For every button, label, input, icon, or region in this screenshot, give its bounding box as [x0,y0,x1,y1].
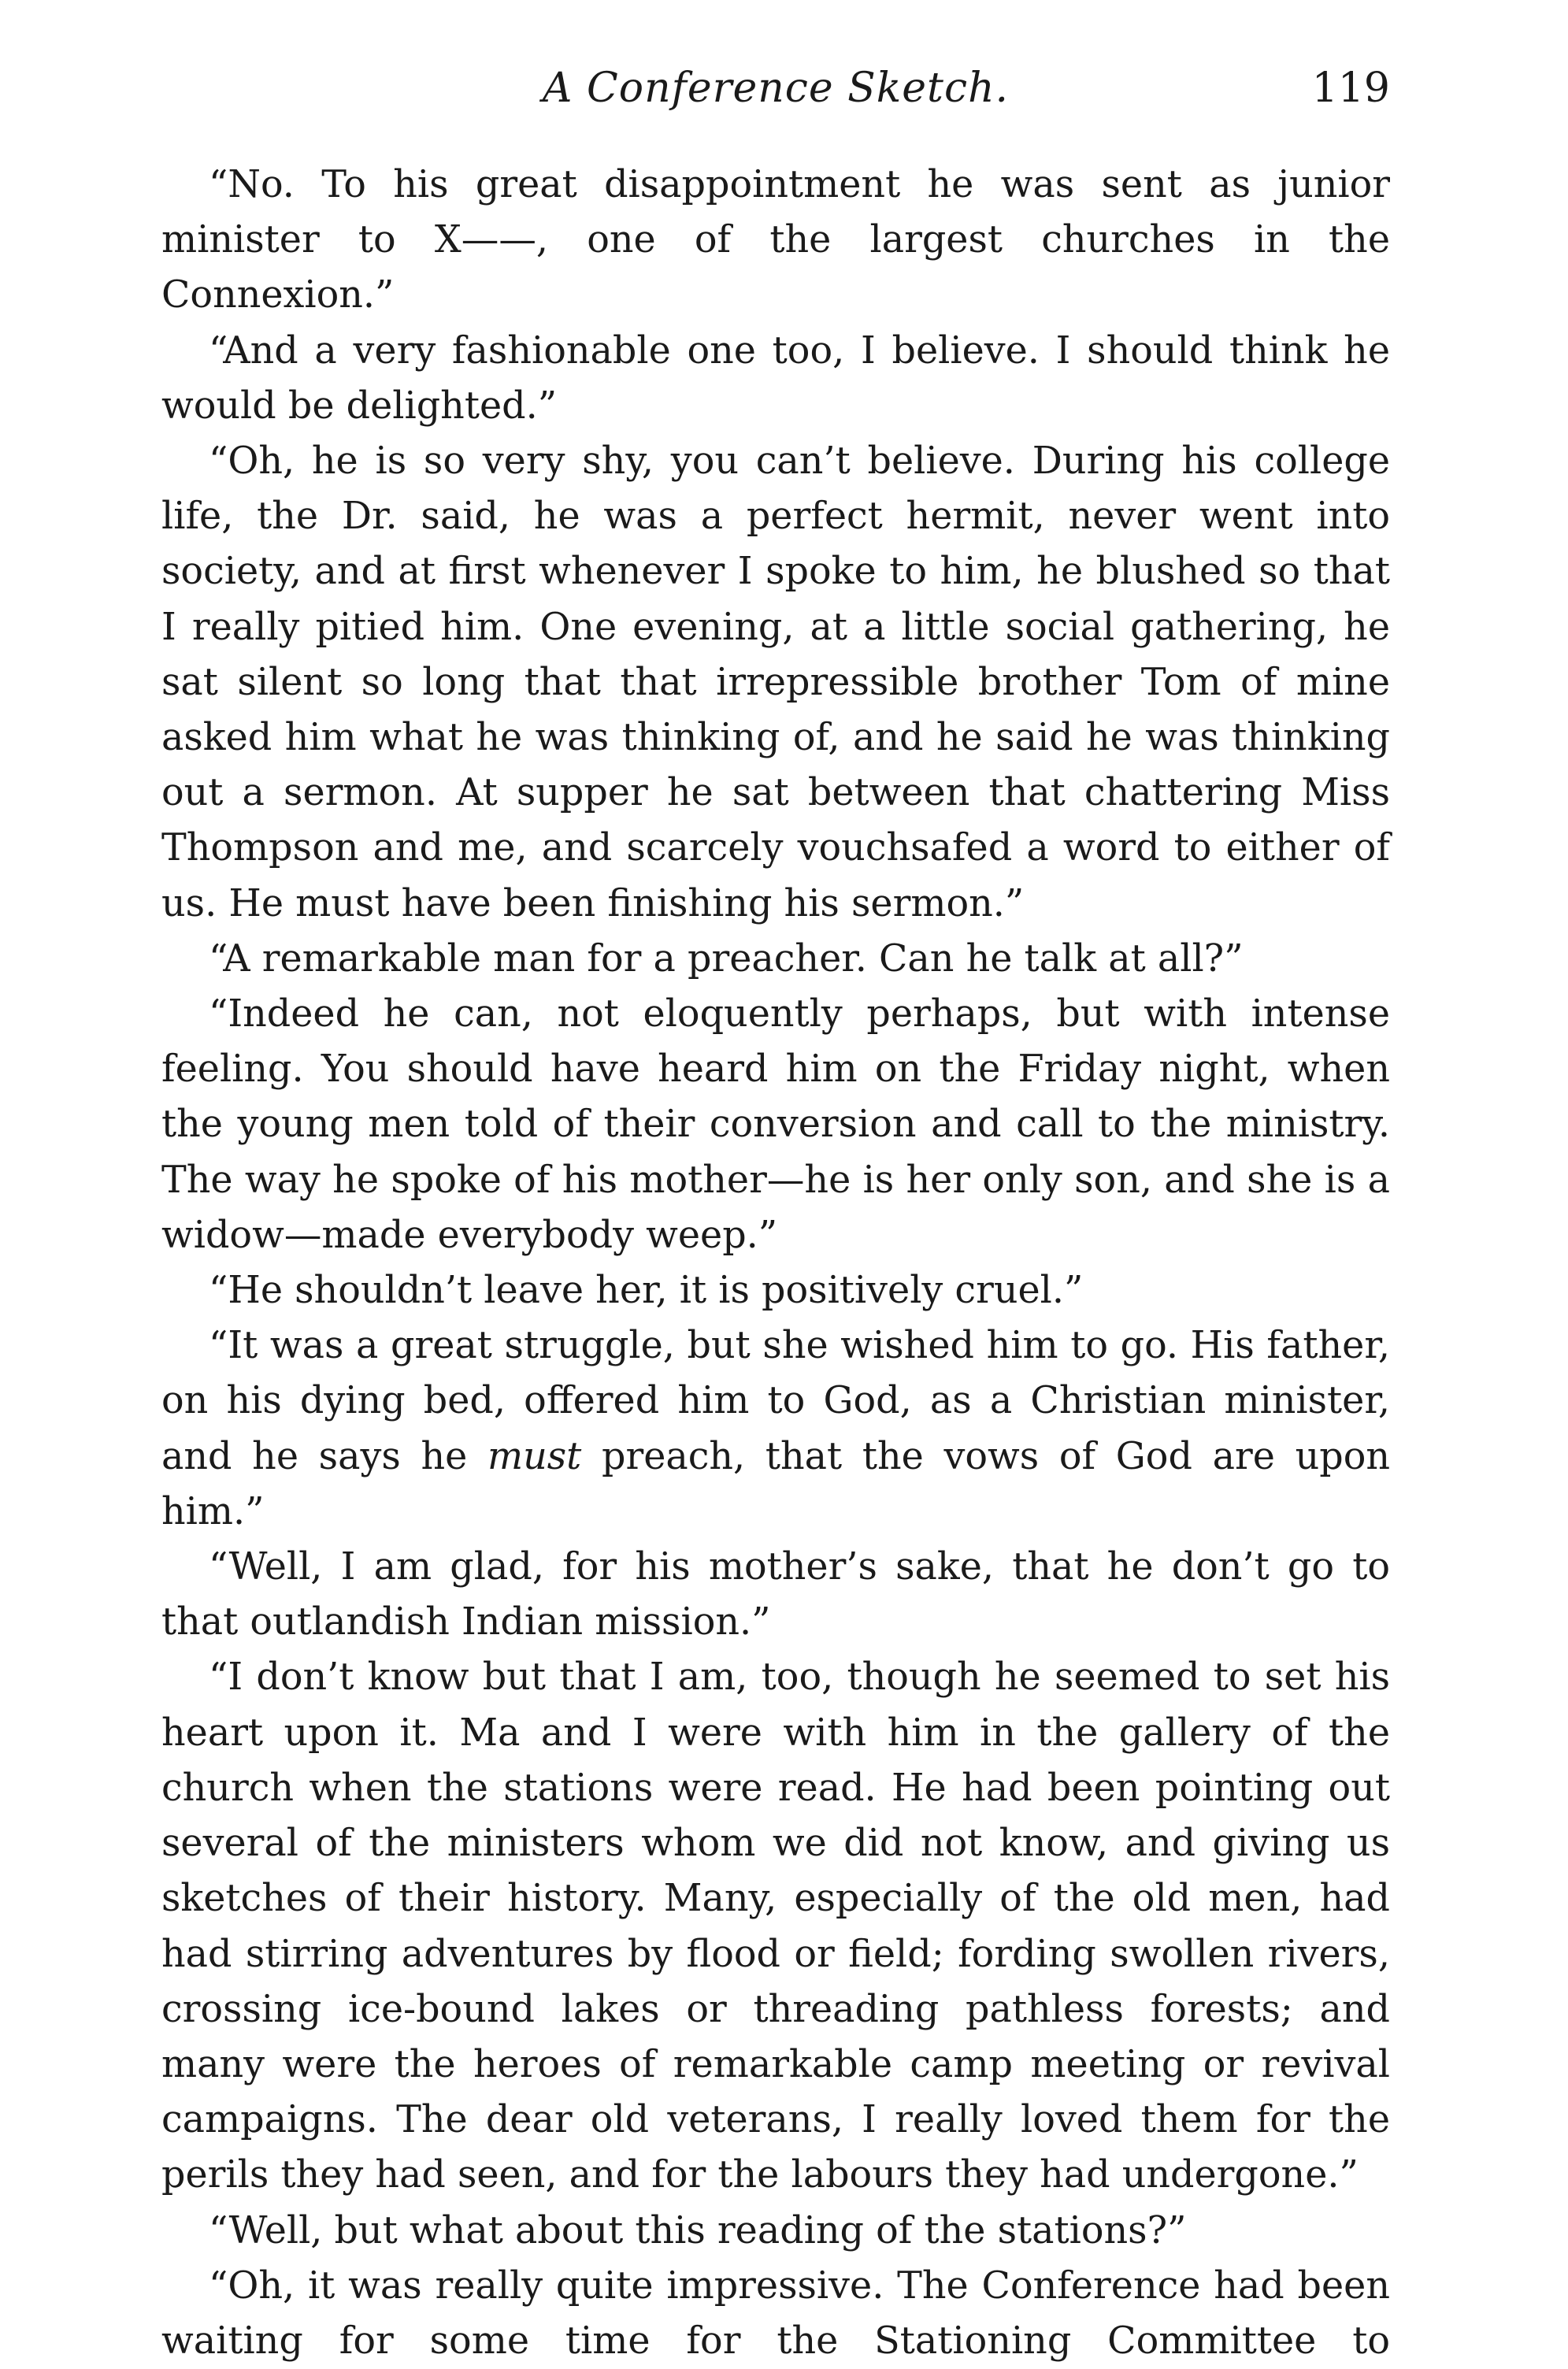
paragraph: “Indeed he can, not eloquently perhaps, but with intense feeling. You should have heard him on the Friday night, when the young men told of their conversion and call to the ministry. The way he spoke of his mother—he is her only son, and she is a widow—made everybody weep.” [161,992,1390,1257]
paragraph: “I don’t know but that I am, too, though he seemed to set his heart upon it. Ma and I were with him in the gallery of the church when the stations were read. He had been pointing out several of the ministers whom we did not know, and giving us sketches of their history. Many, especially of the old men, had had stirring adventures by flood or field; fording swollen rivers, crossing ice-bound lakes or threading pathless forests; and many were the heroes of remarkable camp meeting or revival campaigns. The dear old veterans, I really loved them for the perils they had seen, and for the labours they had undergone.” [161,1655,1390,2197]
paragraph-text-tail: preach, that the vows of God are upon him.” [161,1434,1390,1533]
paragraph: “Oh, it was really quite impressive. The Conference had been waiting for some time for the Stationing Committee to [161,2263,1390,2363]
paragraph: “No. To his great disappointment he was sent as junior minister to X——, one of the largest churches in the Connexion.” [161,163,1390,317]
emphasis-text: must [487,1434,582,1478]
running-title: A Conference Sketch. [542,65,1010,112]
paragraph [161,1318,1390,1540]
page-number: 119 [1311,65,1390,112]
paragraph: “A remarkable man for a preacher. Can he talk at all?” [209,936,1244,981]
running-head [161,0,1390,112]
paragraph-text: “It was a great struggle, but she wished him to go. His father, on his dying bed, offered him to God, as a Christian minister, and he says he [161,1324,1390,1478]
paragraph: “Well, but what about this reading of the stations?” [209,2208,1187,2252]
book-page [161,0,1390,2363]
paragraph: “Oh, he is so very shy, you can’t believe. During his college life, the Dr. said, he was a perfect hermit, never went into society, and at first whenever I spoke to him, he blushed so that I really pitied him. One evening, at a little social gathering, he sat silent so long that that irrepressible brother Tom of mine asked him what he was thinking of, and he said he was thinking out a sermon. At supper he sat between that chattering Miss Thompson and me, and scarcely vouchsafed a word to either of us. He must have been finishing his sermon.” [161,439,1390,925]
paragraph: “And a very fashionable one too, I believe. I should think he would be delighted.” [161,328,1390,428]
paragraph: “He shouldn’t leave her, it is positively cruel.” [209,1269,1084,1313]
paragraph: “Well, I am glad, for his mother’s sake, that he don’t go to that outlandish Indian mission.” [161,1545,1390,1644]
body-text [161,158,1390,2369]
